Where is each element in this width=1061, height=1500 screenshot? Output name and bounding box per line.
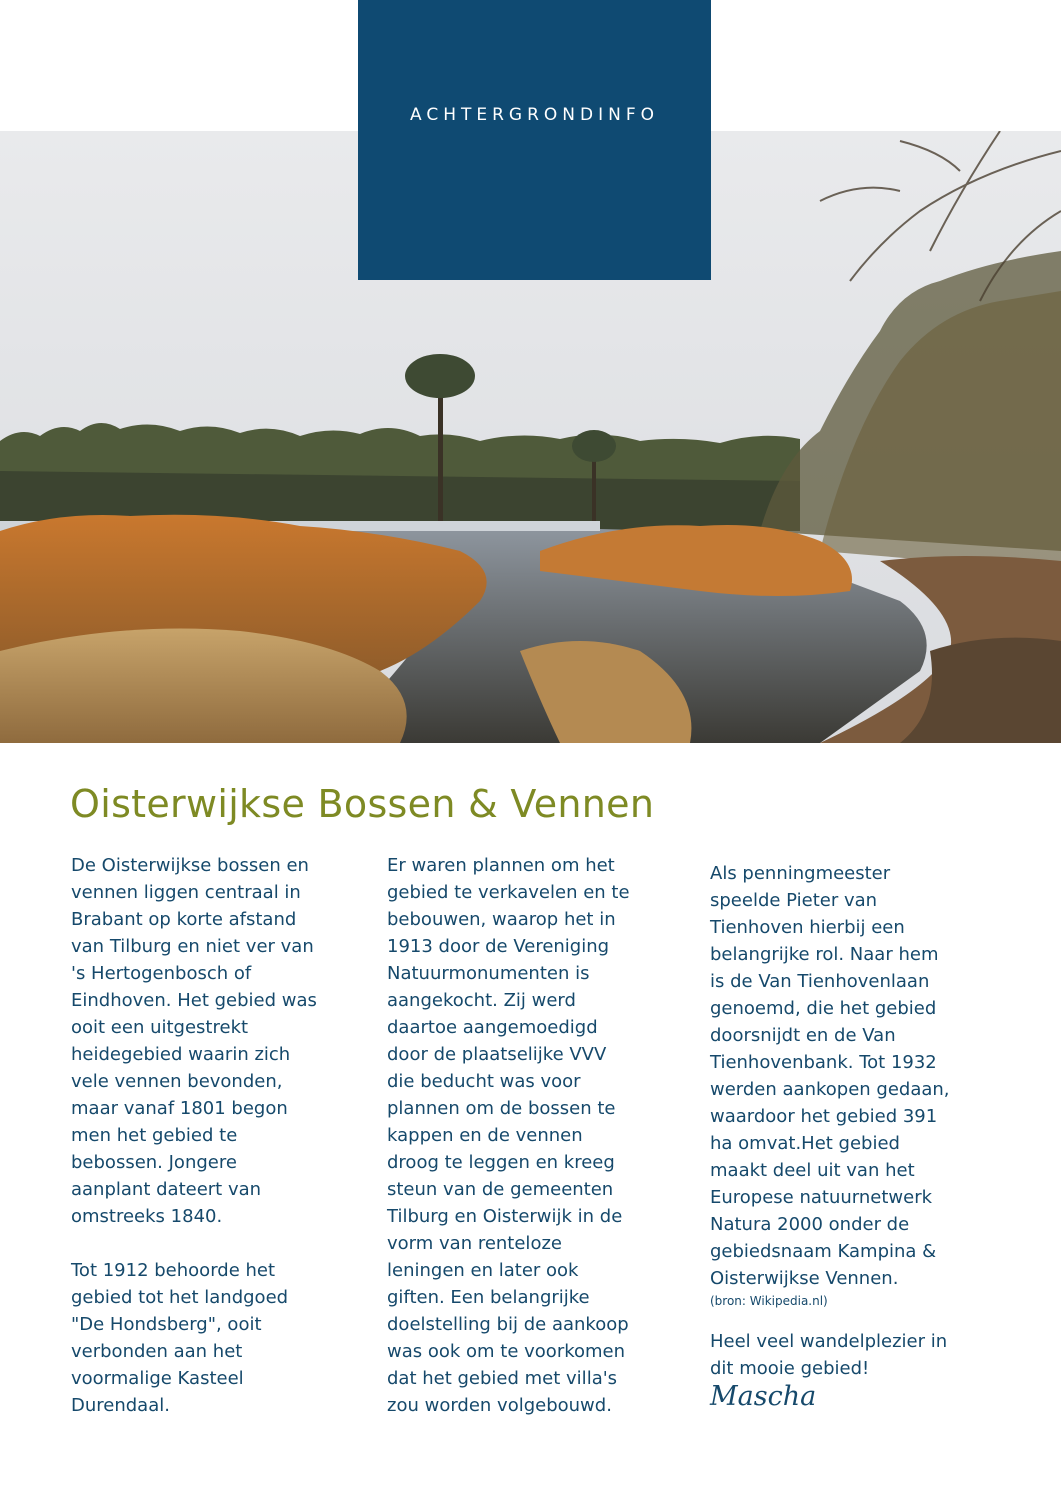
page-title: Oisterwijkse Bossen & Vennen: [70, 782, 655, 826]
paragraph: Als penningmeester speelde Pieter van Tienhoven hierbij een belangrijke rol. Naar hem is de Van Tienhovenlaan genoemd, die het gebied doorsnijdt en de Van Tienhovenbank. Tot 1932 werden aankopen gedaan, waardoor het gebied 391 ha omvat.Het gebied maakt deel uit van het Europese natuurnetwerk Natura 2000 onder de gebiedsnaam Kampina & Oisterwijkse Vennen.: [710, 863, 950, 1289]
closing-text: Heel veel wandelplezier in dit mooie gebied!: [710, 1331, 948, 1379]
text-column-1: [71, 852, 371, 1419]
text-column-3: [710, 860, 1010, 1412]
banner-label: ACHTERGRONDINFO: [410, 105, 659, 125]
paragraph: De Oisterwijkse bossen en vennen liggen centraal in Brabant op korte afstand van Tilburg en niet ver van 's Hertogenbosch of Eindhoven. Het gebied was ooit een uitgestrekt heidegebied waarin zich vele vennen bevonden, maar vanaf 1801 begon men het gebied te bebossen. Jongere aanplant dateert van omstreeks 1840.: [71, 855, 317, 1227]
signature: Mascha: [710, 1381, 817, 1412]
paragraph: Tot 1912 behoorde het gebied tot het landgoed "De Hondsberg", ooit verbonden aan het voormalige Kasteel Durendaal.: [71, 1260, 289, 1416]
source-note: (bron: Wikipedia.nl): [710, 1294, 828, 1308]
section-banner: [358, 0, 711, 280]
paragraph: Er waren plannen om het gebied te verkavelen en te bebouwen, waarop het in 1913 door de Vereniging Natuurmonumenten is aangekocht. Zij werd daartoe aangemoedigd door de plaatselijke VVV die beducht was voor plannen om de bossen te kappen en de vennen droog te leggen en kreeg steun van de gemeenten Tilburg en Oisterwijk in de vorm van renteloze leningen en later ook giften. Een belangrijke doelstelling bij de aankoop was ook om te voorkomen dat het gebied met villa's zou worden volgebouwd.: [387, 855, 630, 1416]
text-column-2: [387, 852, 687, 1419]
